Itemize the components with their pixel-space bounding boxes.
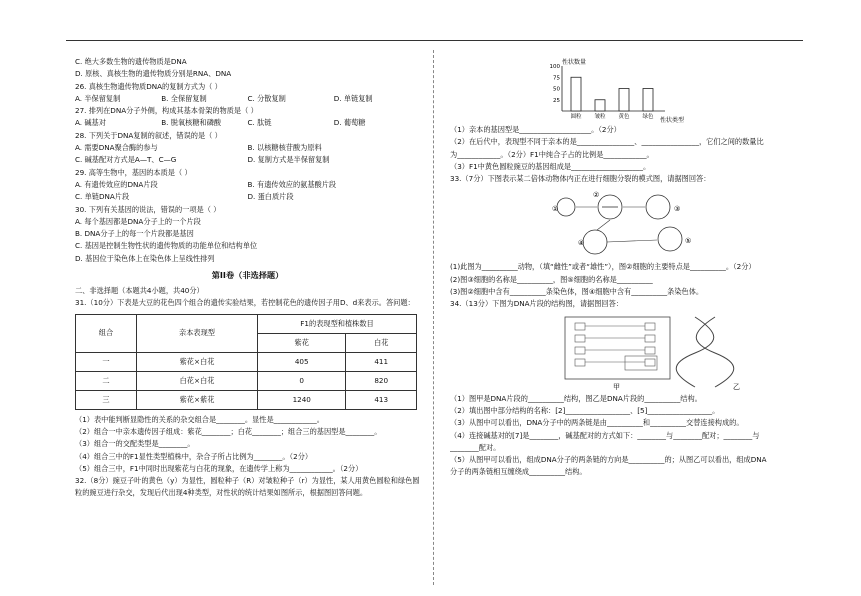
cell-label-5: ⑤ bbox=[685, 237, 692, 246]
chart-xlabel: 性状类型 bbox=[660, 117, 685, 124]
cell-division-diagram bbox=[550, 187, 710, 259]
nucleotide-icon bbox=[645, 359, 655, 366]
table-row bbox=[76, 352, 417, 371]
q29-options-ab bbox=[75, 179, 420, 191]
q25-option-d: D. 原核、真核生物的遗传物质分别是RNA、DNA bbox=[75, 69, 232, 79]
q26-stem: 26. 真核生物遗传物质DNA的复制方式为（ ） bbox=[75, 81, 222, 91]
left-column bbox=[75, 56, 420, 500]
q34-sub-4b: ________配对。 bbox=[450, 442, 501, 452]
q28-option-c: C. 碱基配对方式是A—T、C—G bbox=[75, 155, 177, 165]
cell-division-svg bbox=[550, 187, 710, 259]
arrow-icon bbox=[607, 240, 657, 242]
q28-option-d: D. 复制方式是半保留复制 bbox=[247, 155, 330, 165]
table-cell-purple: 1240 bbox=[258, 390, 346, 409]
nucleotide-icon bbox=[575, 359, 585, 366]
x-tick-label: 黄色 bbox=[618, 114, 630, 120]
q34-sub-2: （2）填出图中部分结构的名称：[2]__________________、[5]__________________。 bbox=[450, 405, 720, 415]
q29-options-cd bbox=[75, 191, 420, 203]
q34-sub-1: （1）图甲是DNA片段的__________结构，图乙是DNA片段的__________结构。 bbox=[450, 393, 702, 403]
table-header-f1: F1的表现型和植株数目 bbox=[258, 314, 417, 333]
q30-option-a: A. 每个基因都是DNA分子上的一个片段 bbox=[75, 216, 201, 226]
table-row bbox=[76, 390, 417, 409]
q28-stem: 28. 下列关于DNA复制的叙述，错误的是（ ） bbox=[75, 130, 222, 140]
nucleotide-icon bbox=[645, 335, 655, 342]
table-cell-purple: 405 bbox=[258, 352, 346, 371]
q31-sub-3: （3）组合一的交配类型是________。 bbox=[75, 439, 195, 449]
table-cell-group: 二 bbox=[76, 371, 137, 390]
table-cell-white: 411 bbox=[346, 352, 417, 371]
q33-sub-3: (3)图②细胞中含有__________条染色体，图④细胞中含有__________条染色体。 bbox=[450, 287, 704, 297]
q26-option-d: D. 单链复制 bbox=[333, 93, 373, 103]
q34-sub-5: （5）从图甲可以看出，组成DNA分子的两条链的方向是__________的；从图乙可以看出，组成DNA bbox=[450, 455, 767, 465]
y-tick-label: 75 bbox=[553, 75, 560, 82]
q33-stem: 33.（7分）下图表示某二倍体动物体内正在进行细胞分裂的模式图，请据图回答： bbox=[450, 174, 711, 184]
q32-stem: 32.（8分）豌豆子叶的黄色（y）为显性，圆粒种子（R）对皱粒种子（r）为显性，某人用黄色圆粒和绿色圆粒的豌豆进行杂交，发现后代出现4种类型，对性状的统计结果如图所示，根据图回答问题。 bbox=[75, 476, 420, 498]
dna-structure-diagram bbox=[545, 313, 755, 391]
table-header-purple: 紫花 bbox=[258, 333, 346, 352]
q33-sub-2: (2)图③细胞的名称是__________，图⑤细胞的名称是__________ bbox=[450, 274, 653, 284]
bar-chart-svg bbox=[540, 56, 720, 124]
q34-stem: 34.（13分）下图为DNA片段的结构图，请据图回答： bbox=[450, 299, 623, 309]
x-tick-label: 皱粒 bbox=[594, 114, 606, 120]
cell-label-3: ③ bbox=[674, 205, 681, 214]
bar-4 bbox=[643, 89, 653, 112]
cell-4-icon bbox=[583, 230, 607, 254]
header-rule bbox=[66, 40, 803, 41]
table-cell-parent: 白花×白花 bbox=[137, 371, 258, 390]
nucleotide-icon bbox=[645, 347, 655, 354]
q31-sub-4: （4）组合三中的F1显性类型植株中，杂合子所占比例为________。（2分） bbox=[75, 451, 313, 461]
dna-label-jia: 甲 bbox=[613, 382, 620, 391]
q26-option-a: A. 半保留复制 bbox=[75, 93, 121, 103]
q29-option-c: C. 单链DNA片段 bbox=[75, 192, 130, 202]
q28-options-ab bbox=[75, 142, 420, 154]
table-cell-purple: 0 bbox=[258, 371, 346, 390]
q27-option-d: D. 葡萄糖 bbox=[333, 118, 366, 128]
cell-label-4: ④ bbox=[578, 239, 585, 248]
q26-option-c: C. 分散复制 bbox=[247, 93, 286, 103]
q29-option-d: D. 蛋白质片段 bbox=[247, 192, 294, 202]
q31-stem: 31.（10分）下表是大豆的花色四个组合的遗传实验结果，若控制花色的遗传因子用D、d来表示。答问题： bbox=[75, 298, 415, 308]
trait-bar-chart bbox=[540, 56, 720, 124]
column-divider bbox=[433, 50, 434, 585]
table-header-white: 白花 bbox=[346, 333, 417, 352]
q27-options bbox=[75, 117, 420, 129]
q29-stem: 29. 高等生物中，基因的本质是（ ） bbox=[75, 167, 192, 177]
q27-option-c: C. 肽链 bbox=[247, 118, 272, 128]
x-tick-label: 绿色 bbox=[642, 114, 654, 120]
x-tick-label: 圆粒 bbox=[570, 114, 582, 120]
q28-options-cd bbox=[75, 154, 420, 166]
q30-option-d: D. 基因位于染色体上在染色体上呈线性排列 bbox=[75, 253, 215, 263]
q31-sub-1: （1）表中能判断显隐性的关系的杂交组合是________。显性是____________。 bbox=[75, 414, 324, 424]
table-header-parent: 亲本表现型 bbox=[137, 314, 258, 352]
q32-sub-2: （2）在后代中，表现型不同于亲本的是________________、________________，它们之间的数量比 bbox=[450, 137, 764, 147]
bar-3 bbox=[619, 89, 629, 112]
table-header-group: 组合 bbox=[76, 314, 137, 352]
chart-ylabel: 性状数量 bbox=[562, 59, 587, 66]
helix-strand-2 bbox=[696, 317, 734, 387]
section-title: 第II卷（非选择题） bbox=[211, 270, 284, 281]
cell-1-icon bbox=[557, 198, 575, 216]
q27-option-a: A. 碱基对 bbox=[75, 118, 106, 128]
q26-options bbox=[75, 93, 420, 105]
q33-sub-1: (1)此图为__________动物，（填“雌性”或者“雄性”），图②细胞的主要特点是__________。（2分） bbox=[450, 262, 756, 272]
y-tick-label: 25 bbox=[553, 97, 560, 104]
dna-structure-svg bbox=[545, 313, 755, 391]
cell-5-icon bbox=[658, 227, 682, 251]
table-row bbox=[76, 371, 417, 390]
q32-sub-1: （1）亲本的基因型是____________________。（2分） bbox=[450, 125, 621, 134]
y-tick-label: 100 bbox=[549, 64, 560, 70]
q30-option-b: B. DNA分子上的每一个片段都是基因 bbox=[75, 229, 194, 239]
q34-sub-5b: 分子的两条链相互缠绕成__________结构。 bbox=[450, 467, 587, 477]
cell-3-icon bbox=[646, 195, 670, 219]
q31-table bbox=[75, 314, 417, 410]
q26-option-b: B. 全保留复制 bbox=[161, 93, 207, 103]
nucleotide-icon bbox=[575, 335, 585, 342]
arrow-icon bbox=[597, 220, 610, 230]
q31-sub-2: （2）组合一中亲本遗传因子组成：紫花________；白花________；组合三的基因型是________。 bbox=[75, 426, 382, 436]
table-cell-white: 820 bbox=[346, 371, 417, 390]
table-cell-parent: 紫花×紫花 bbox=[137, 390, 258, 409]
q25-option-c: C. 绝大多数生物的遗传物质是DNA bbox=[75, 57, 187, 66]
highlight-box bbox=[625, 356, 657, 370]
q28-option-b: B. 以核糖核苷酸为原料 bbox=[247, 143, 322, 153]
cell-label-2: ② bbox=[593, 191, 600, 200]
q30-stem: 30. 下列有关基因的说法，错误的一项是（ ） bbox=[75, 204, 221, 214]
nucleotide-icon bbox=[575, 347, 585, 354]
q31-sub-5: （5）组合三中，F1中同时出现紫花与白花的现象，在遗传学上称为____________。（2分） bbox=[75, 463, 363, 473]
right-column bbox=[450, 56, 802, 479]
q32-sub-3: （3）F1中黄色圆粒豌豆的基因组成是____________________。 bbox=[450, 161, 651, 171]
q32-sub-2b: 为____________。（2分）F1中纯合子占的比例是____________。 bbox=[450, 149, 654, 159]
table-cell-group: 三 bbox=[76, 390, 137, 409]
q34-sub-3: （3）从图中可以看出，DNA分子中的两条链是由__________和__________交替连接构成的。 bbox=[450, 418, 744, 428]
q30-option-c: C. 基因是控制生物性状的遗传物质的功能单位和结构单位 bbox=[75, 241, 258, 251]
nucleotide-icon bbox=[645, 323, 655, 330]
table-cell-group: 一 bbox=[76, 352, 137, 371]
q34-sub-4: （4）连接碱基对的[7]是________，碱基配对的方式如下：________与________配对；________与 bbox=[450, 430, 760, 440]
cell-label-1: ① bbox=[552, 205, 559, 214]
y-tick-label: 50 bbox=[553, 86, 560, 93]
dna-label-yi: 乙 bbox=[733, 382, 740, 391]
table-cell-parent: 紫花×白花 bbox=[137, 352, 258, 371]
q27-stem: 27. 排列在DNA分子外侧，构成其基本骨架的物质是（ ） bbox=[75, 106, 258, 116]
q29-option-b: B. 有遗传效应的氨基酸片段 bbox=[247, 179, 337, 189]
section-intro: 二、非选择题（本题共4小题，共40分） bbox=[75, 286, 204, 296]
table-cell-white: 413 bbox=[346, 390, 417, 409]
q28-option-a: A. 需要DNA聚合酶的参与 bbox=[75, 143, 158, 153]
bar-2 bbox=[595, 100, 605, 111]
nucleotide-icon bbox=[575, 323, 585, 330]
q27-option-b: B. 脱氧核糖和磷酸 bbox=[161, 118, 222, 128]
bar-1 bbox=[571, 77, 581, 111]
q29-option-a: A. 有遗传效应的DNA片段 bbox=[75, 179, 158, 189]
helix-strand-1 bbox=[676, 317, 714, 387]
